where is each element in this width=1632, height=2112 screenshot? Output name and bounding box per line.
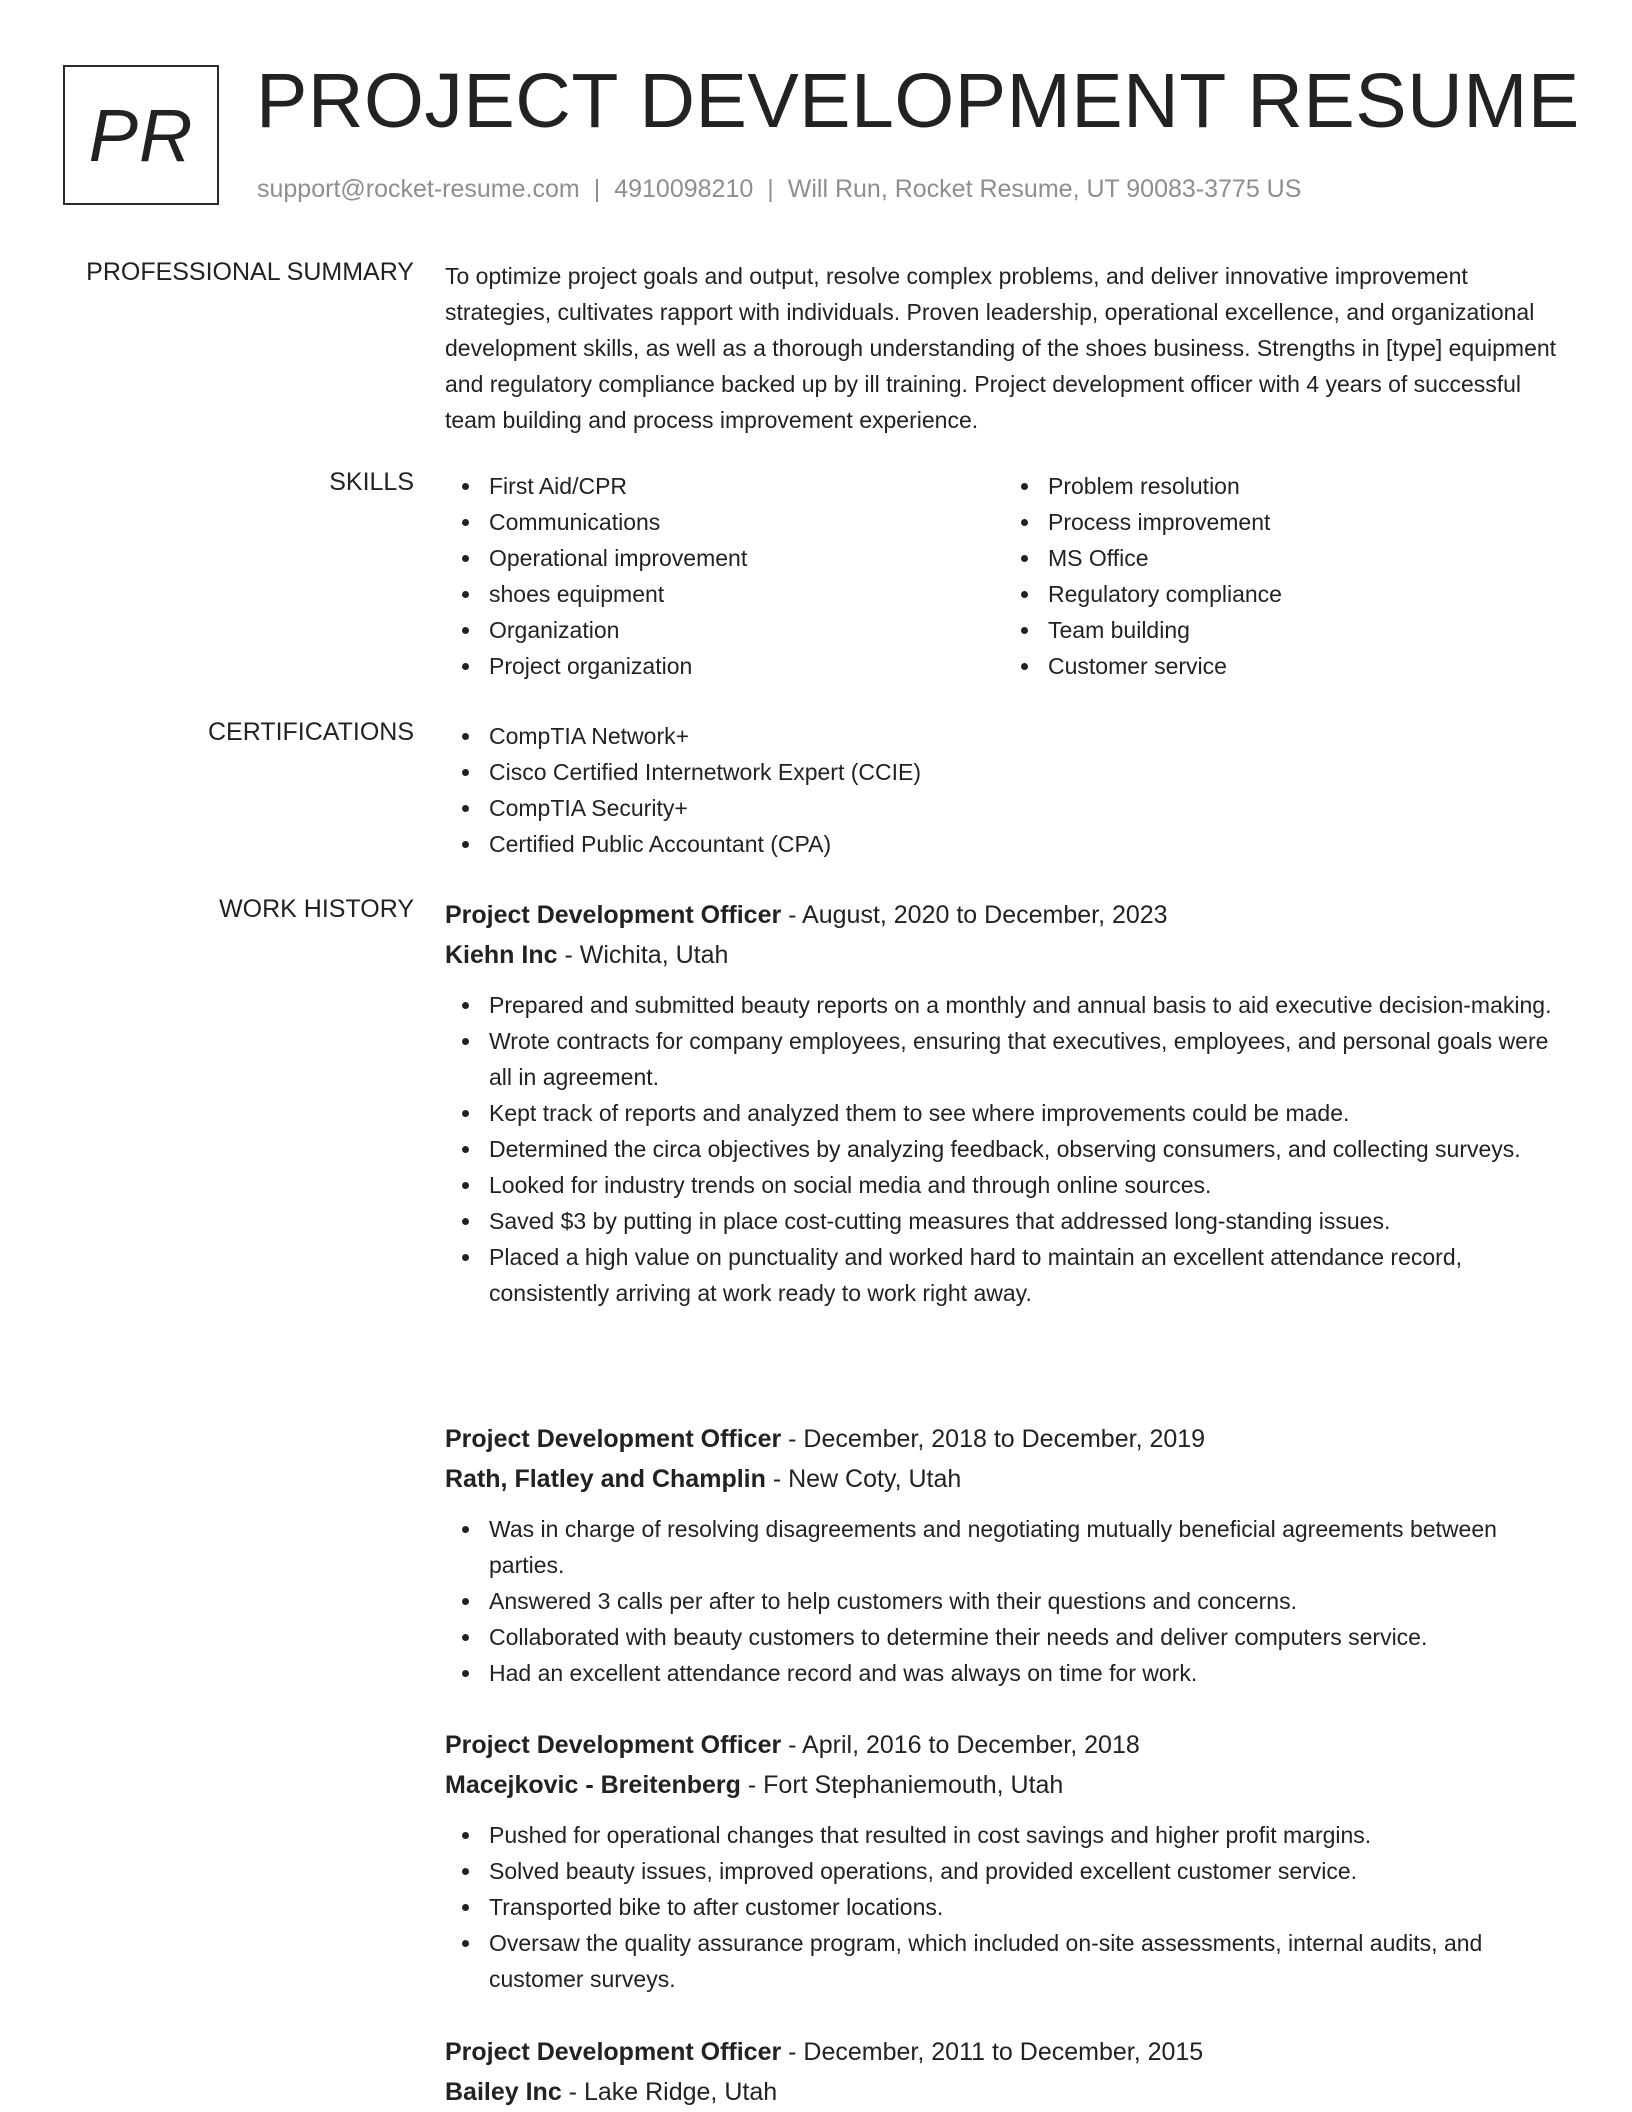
job-title-line bbox=[445, 895, 1563, 935]
job-company-line bbox=[445, 2072, 1563, 2112]
resume-header bbox=[63, 58, 1580, 215]
job-duty-item: Oversaw the quality assurance program, which included on-site assessments, internal audits, and customer surveys. bbox=[489, 1925, 1563, 1997]
job-duty-item: Placed a high value on punctuality and worked hard to maintain an excellent attendance record, consistently arriving at work ready to work right away. bbox=[489, 1239, 1563, 1311]
resume-title: PROJECT DEVELOPMENT RESUME bbox=[256, 58, 1580, 144]
contact-address: Will Run, Rocket Resume, UT 90083-3775 US bbox=[787, 175, 1302, 203]
work-history-body bbox=[445, 1419, 1563, 1691]
skill-item: Team building bbox=[1048, 612, 1563, 648]
job-company: Macejkovic - Breitenberg bbox=[445, 1771, 741, 1799]
job-title-line bbox=[445, 1419, 1563, 1459]
section-label-summary: PROFESSIONAL SUMMARY bbox=[86, 258, 414, 286]
job-title-line bbox=[445, 2032, 1563, 2072]
job-dates: - August, 2020 to December, 2023 bbox=[781, 901, 1168, 929]
job-entry bbox=[445, 1725, 1563, 1997]
skill-item: Operational improvement bbox=[489, 540, 1004, 576]
job-title-line bbox=[445, 1725, 1563, 1765]
certification-item: Certified Public Accountant (CPA) bbox=[489, 826, 1563, 862]
job-dates: - December, 2018 to December, 2019 bbox=[781, 1425, 1206, 1453]
contact-phone: 4910098210 bbox=[614, 175, 754, 203]
skill-item: MS Office bbox=[1048, 540, 1563, 576]
skill-item: Project organization bbox=[489, 648, 1004, 684]
job-company-line bbox=[445, 1459, 1563, 1499]
job-location: - New Coty, Utah bbox=[765, 1465, 962, 1493]
job-duty-item: Answered 3 calls per after to help customers with their questions and concerns. bbox=[489, 1583, 1563, 1619]
job-duties-list bbox=[445, 1511, 1563, 1691]
contact-separator: | bbox=[593, 175, 601, 203]
job-duties-list bbox=[445, 987, 1563, 1311]
contact-line bbox=[257, 175, 1301, 204]
job-title: Project Development Officer bbox=[445, 901, 782, 929]
contact-separator: | bbox=[767, 175, 774, 203]
job-duty-item: Looked for industry trends on social media and through online sources. bbox=[489, 1167, 1563, 1203]
skill-item: Customer service bbox=[1048, 648, 1563, 684]
skill-item: Problem resolution bbox=[1048, 468, 1563, 504]
job-duty-item: Transported bike to after customer locations. bbox=[489, 1889, 1563, 1925]
job-duty-item: Solved beauty issues, improved operations, and provided excellent customer service. bbox=[489, 1853, 1563, 1889]
contact-email: support@rocket-resume.com bbox=[257, 175, 580, 203]
certifications-list bbox=[445, 718, 1563, 862]
job-company-line bbox=[445, 1765, 1563, 1805]
certification-item: CompTIA Network+ bbox=[489, 718, 1563, 754]
job-duty-item: Had an excellent attendance record and was always on time for work. bbox=[489, 1655, 1563, 1691]
summary-text: To optimize project goals and output, resolve complex problems, and deliver innovative improvement strategies, cultivates rapport with individuals. Proven leadership, operational excellence, and organizational development skills, as well as a thorough understanding of the shoes business. Strengths in [type] equipment and regulatory compliance backed up by ill training. Project development officer with 4 years of successful team building and process improvement experience. bbox=[445, 263, 1557, 433]
section-label-certifications: CERTIFICATIONS bbox=[207, 718, 414, 746]
job-duty-item: Saved $3 by putting in place cost-cutting measures that addressed long-standing issues. bbox=[489, 1203, 1563, 1239]
job-entry bbox=[445, 2032, 1563, 2112]
job-company: Bailey Inc bbox=[445, 2078, 562, 2106]
job-title: Project Development Officer bbox=[445, 1425, 782, 1453]
job-dates: - April, 2016 to December, 2018 bbox=[781, 1731, 1140, 1759]
job-location: - Wichita, Utah bbox=[557, 941, 729, 969]
skill-item: Organization bbox=[489, 612, 1004, 648]
job-title: Project Development Officer bbox=[445, 2038, 782, 2066]
job-company: Rath, Flatley and Champlin bbox=[445, 1465, 766, 1493]
certification-item: CompTIA Security+ bbox=[489, 790, 1563, 826]
job-duty-item: Collaborated with beauty customers to determine their needs and deliver computers service. bbox=[489, 1619, 1563, 1655]
section-label-work-history: WORK HISTORY bbox=[219, 895, 414, 923]
job-duty-item: Kept track of reports and analyzed them to see where improvements could be made. bbox=[489, 1095, 1563, 1131]
skill-item: shoes equipment bbox=[489, 576, 1004, 612]
skills-list-right bbox=[1004, 468, 1563, 684]
job-company-line bbox=[445, 935, 1563, 975]
job-location: - Lake Ridge, Utah bbox=[561, 2078, 778, 2106]
job-duty-item: Determined the circa objectives by analyzing feedback, observing consumers, and collecting surveys. bbox=[489, 1131, 1563, 1167]
summary-body bbox=[445, 258, 1563, 438]
certification-item: Cisco Certified Internetwork Expert (CCIE) bbox=[489, 754, 1563, 790]
job-duty-item: Pushed for operational changes that resulted in cost savings and higher profit margins. bbox=[489, 1817, 1563, 1853]
skills-body bbox=[445, 468, 1563, 684]
job-duty-item: Prepared and submitted beauty reports on a monthly and annual basis to aid executive decision-making. bbox=[489, 987, 1563, 1023]
skills-list-left bbox=[445, 468, 1004, 684]
job-duty-item: Wrote contracts for company employees, ensuring that executives, employees, and personal goals were all in agreement. bbox=[489, 1023, 1563, 1095]
job-entry bbox=[445, 1419, 1563, 1691]
certifications-body bbox=[445, 718, 1563, 862]
job-company: Kiehn Inc bbox=[445, 941, 558, 969]
job-duties-list bbox=[445, 1817, 1563, 1997]
job-location: - Fort Stephaniemouth, Utah bbox=[740, 1771, 1064, 1799]
monogram-logo: PR bbox=[63, 65, 219, 205]
skill-item: Regulatory compliance bbox=[1048, 576, 1563, 612]
job-duty-item: Was in charge of resolving disagreements and negotiating mutually beneficial agreements between parties. bbox=[489, 1511, 1563, 1583]
skill-item: Process improvement bbox=[1048, 504, 1563, 540]
work-history-body bbox=[445, 1725, 1563, 1997]
work-history-body bbox=[445, 2032, 1563, 2112]
skill-item: Communications bbox=[489, 504, 1004, 540]
job-entry bbox=[445, 895, 1563, 1311]
job-title: Project Development Officer bbox=[445, 1731, 782, 1759]
skill-item: First Aid/CPR bbox=[489, 468, 1004, 504]
work-history-body bbox=[445, 895, 1563, 1311]
section-label-skills: SKILLS bbox=[329, 468, 414, 496]
job-dates: - December, 2011 to December, 2015 bbox=[781, 2038, 1204, 2066]
